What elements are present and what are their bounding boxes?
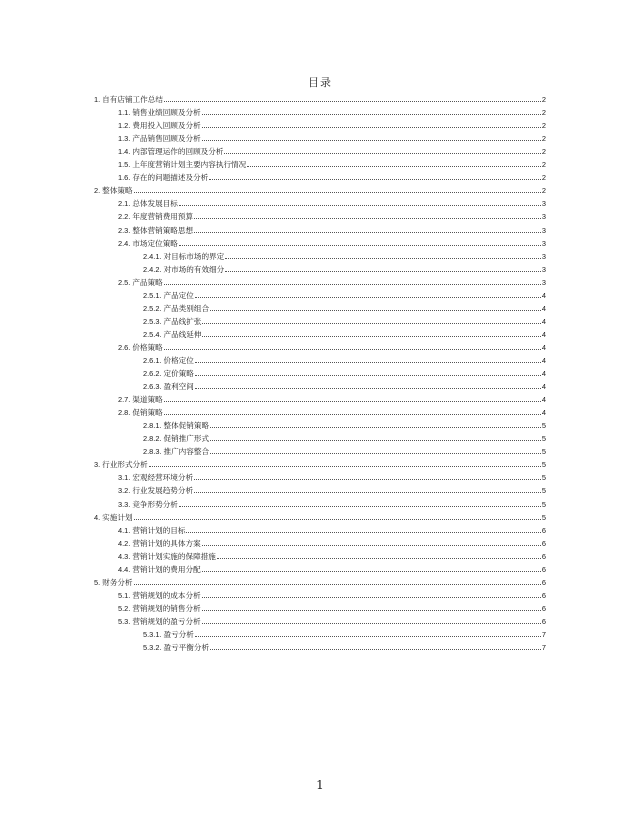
toc-entry[interactable] — [94, 221, 546, 234]
toc-entry-page: 4 — [541, 408, 546, 418]
toc-entry-number: 2.4. — [118, 238, 131, 248]
toc-dot-leader — [179, 204, 541, 206]
toc-entry-number: 2.1. — [118, 199, 131, 209]
toc-entry-page: 4 — [541, 342, 546, 352]
toc-entry[interactable] — [94, 352, 546, 365]
toc-entry[interactable] — [94, 365, 546, 378]
toc-dot-leader — [210, 309, 541, 311]
toc-dot-leader — [202, 609, 541, 611]
toc-entry-number: 4.3. — [118, 551, 131, 561]
toc-entry-number: 5.3.2. — [143, 643, 162, 653]
toc-entry-title: 自有店铺工作总结 — [102, 95, 163, 105]
toc-dot-leader — [202, 126, 541, 128]
toc-dot-leader — [164, 100, 541, 102]
toc-entry-page: 7 — [541, 629, 546, 639]
toc-entry[interactable] — [94, 456, 546, 469]
toc-entry-page: 6 — [541, 538, 546, 548]
toc-entry-page: 5 — [541, 486, 546, 496]
toc-entry-title: 市场定位策略 — [132, 238, 178, 248]
toc-entry-title: 销售业绩回顾及分析 — [132, 108, 201, 118]
toc-entry[interactable] — [94, 182, 546, 195]
toc-entry-number: 1.6. — [118, 173, 131, 183]
toc-entry-title: 产品线扩张 — [163, 316, 202, 326]
toc-entry-number: 2.6.3. — [143, 382, 162, 392]
toc-entry-number: 4.2. — [118, 538, 131, 548]
toc-entry-number: 2.8.2. — [143, 434, 162, 444]
toc-entry-title: 促销推广形式 — [163, 434, 210, 444]
toc-entry-number: 5.3. — [118, 616, 131, 626]
toc-entry[interactable] — [94, 274, 546, 287]
toc-entry-page: 5 — [541, 421, 546, 431]
toc-dot-leader — [195, 361, 541, 363]
toc-entry[interactable] — [94, 91, 546, 104]
table-of-contents — [94, 91, 546, 652]
toc-dot-leader — [225, 270, 541, 272]
toc-dot-leader — [209, 178, 541, 180]
toc-entry[interactable] — [94, 587, 546, 600]
toc-entry[interactable] — [94, 130, 546, 143]
toc-entry-title: 营销规划的盈亏分析 — [132, 616, 201, 626]
toc-entry[interactable] — [94, 574, 546, 587]
toc-entry-number: 5. — [94, 577, 101, 587]
toc-entry-title: 财务分析 — [102, 577, 133, 587]
toc-dot-leader — [202, 596, 541, 598]
toc-dot-leader — [179, 505, 541, 507]
toc-entry[interactable] — [94, 169, 546, 182]
toc-entry-title: 产品定位 — [163, 290, 194, 300]
toc-entry[interactable] — [94, 287, 546, 300]
toc-entry-page: 3 — [541, 199, 546, 209]
toc-dot-leader — [194, 217, 541, 219]
toc-entry[interactable] — [94, 639, 546, 652]
toc-entry-number: 2.5. — [118, 277, 131, 287]
toc-dot-leader — [194, 231, 541, 233]
toc-entry-title: 总体发展目标 — [132, 199, 178, 209]
toc-dot-leader — [164, 400, 541, 402]
toc-entry-number: 1.2. — [118, 121, 131, 131]
toc-entry-title: 价格定位 — [163, 355, 194, 365]
toc-entry-title: 定价策略 — [163, 369, 194, 379]
toc-entry-number: 2.5.4. — [143, 329, 162, 339]
toc-entry-page: 4 — [541, 290, 546, 300]
toc-entry-number: 2.6.1. — [143, 355, 162, 365]
toc-entry[interactable] — [94, 339, 546, 352]
toc-dot-leader — [194, 478, 541, 480]
toc-entry-title: 推广内容整合 — [163, 447, 210, 457]
toc-entry-number: 4.1. — [118, 525, 131, 535]
toc-dot-leader — [194, 491, 541, 493]
toc-entry-number: 3. — [94, 460, 101, 470]
toc-entry-title: 对目标市场的界定 — [163, 251, 225, 261]
toc-entry-number: 3.1. — [118, 473, 131, 483]
toc-entry[interactable] — [94, 235, 546, 248]
toc-entry[interactable] — [94, 482, 546, 495]
toc-entry-page: 6 — [541, 577, 546, 587]
toc-entry-title: 竞争形势分析 — [132, 499, 178, 509]
toc-entry-title: 价格策略 — [132, 342, 163, 352]
toc-entry[interactable] — [94, 443, 546, 456]
toc-entry-title: 整体策略 — [102, 186, 133, 196]
toc-dot-leader — [202, 335, 540, 337]
toc-dot-leader — [186, 531, 540, 533]
toc-dot-leader — [202, 570, 541, 572]
toc-entry-page: 3 — [541, 251, 546, 261]
toc-dot-leader — [224, 152, 540, 154]
toc-entry-title: 年度营销费用预算 — [132, 212, 194, 222]
toc-entry[interactable] — [94, 195, 546, 208]
toc-entry-title: 营销规划的成本分析 — [132, 590, 201, 600]
toc-entry-number: 2. — [94, 186, 101, 196]
toc-dot-leader — [247, 165, 541, 167]
toc-entry-number: 1.3. — [118, 134, 131, 144]
toc-entry[interactable] — [94, 104, 546, 117]
toc-dot-leader — [210, 439, 541, 441]
toc-entry-number: 4.4. — [118, 564, 131, 574]
toc-entry-title: 对市场的有效细分 — [163, 264, 225, 274]
toc-dot-leader — [164, 283, 541, 285]
toc-dot-leader — [217, 557, 541, 559]
toc-entry[interactable] — [94, 156, 546, 169]
toc-entry[interactable] — [94, 430, 546, 443]
toc-dot-leader — [134, 583, 541, 585]
toc-entry-page: 4 — [541, 329, 546, 339]
toc-entry-number: 2.6. — [118, 342, 131, 352]
toc-entry-title: 盈亏分析 — [163, 629, 194, 639]
toc-entry-page: 4 — [541, 316, 546, 326]
toc-entry-title: 促销策略 — [132, 408, 163, 418]
toc-entry-title: 行业发展趋势分析 — [132, 486, 194, 496]
toc-entry-title: 产品销售回顾及分析 — [132, 134, 201, 144]
toc-entry-page: 4 — [541, 395, 546, 405]
toc-entry-title: 营销计划的具体方案 — [132, 538, 201, 548]
toc-entry-number: 2.8. — [118, 408, 131, 418]
toc-entry[interactable] — [94, 548, 546, 561]
toc-entry[interactable] — [94, 261, 546, 274]
toc-entry-number: 2.2. — [118, 212, 131, 222]
toc-entry-page: 2 — [541, 121, 546, 131]
toc-dot-leader — [179, 244, 541, 246]
toc-dot-leader — [195, 387, 541, 389]
toc-entry[interactable] — [94, 313, 546, 326]
toc-entry-page: 5 — [541, 460, 546, 470]
toc-entry[interactable] — [94, 417, 546, 430]
toc-entry-page: 3 — [541, 264, 546, 274]
toc-entry-title: 渠道策略 — [132, 395, 163, 405]
toc-dot-leader — [164, 348, 541, 350]
toc-entry-page: 2 — [541, 160, 546, 170]
toc-entry-page: 6 — [541, 603, 546, 613]
toc-entry-page: 5 — [541, 434, 546, 444]
toc-entry-page: 2 — [541, 186, 546, 196]
toc-entry-number: 2.4.1. — [143, 251, 162, 261]
toc-entry-page: 7 — [541, 643, 546, 653]
toc-entry[interactable] — [94, 535, 546, 548]
toc-dot-leader — [202, 113, 541, 115]
toc-dot-leader — [202, 622, 541, 624]
toc-entry-page: 4 — [541, 369, 546, 379]
toc-entry-number: 2.5.3. — [143, 316, 162, 326]
toc-entry-title: 内部管理运作的回顾及分析 — [132, 147, 224, 157]
toc-dot-leader — [134, 518, 541, 520]
toc-entry-title: 整体促销策略 — [163, 421, 210, 431]
toc-entry-number: 1.5. — [118, 160, 131, 170]
toc-entry-page: 5 — [541, 499, 546, 509]
toc-dot-leader — [149, 465, 541, 467]
toc-dot-leader — [195, 374, 541, 376]
toc-entry-title: 费用投入回顾及分析 — [132, 121, 201, 131]
toc-entry-number: 1.4. — [118, 147, 131, 157]
toc-entry[interactable] — [94, 326, 546, 339]
toc-entry-page: 4 — [541, 355, 546, 365]
toc-entry[interactable] — [94, 378, 546, 391]
toc-entry-title: 营销计划的费用分配 — [132, 564, 201, 574]
toc-entry-number: 2.5.2. — [143, 303, 162, 313]
toc-entry-title: 产品线延伸 — [163, 329, 202, 339]
toc-dot-leader — [202, 322, 540, 324]
toc-dot-leader — [164, 413, 541, 415]
toc-entry-number: 2.5.1. — [143, 290, 162, 300]
toc-entry-title: 上年度营销计划主要内容执行情况 — [132, 160, 247, 170]
toc-entry-title: 产品策略 — [132, 277, 163, 287]
toc-entry-title: 营销计划实施的保障措施 — [132, 551, 216, 561]
toc-dot-leader — [195, 635, 541, 637]
page-number: 1 — [316, 778, 324, 792]
toc-entry-page: 6 — [541, 525, 546, 535]
toc-entry-number: 3.3. — [118, 499, 131, 509]
toc-entry-title: 宏观经营环境分析 — [132, 473, 194, 483]
toc-entry-page: 2 — [541, 134, 546, 144]
toc-entry-title: 盈亏平衡分析 — [163, 643, 210, 653]
toc-entry-title: 营销计划的目标 — [132, 525, 186, 535]
toc-dot-leader — [195, 296, 541, 298]
toc-entry-page: 2 — [541, 147, 546, 157]
toc-entry-page: 4 — [541, 382, 546, 392]
toc-entry-page: 4 — [541, 303, 546, 313]
toc-entry[interactable] — [94, 391, 546, 404]
toc-entry-title: 存在的问题描述及分析 — [132, 173, 209, 183]
toc-entry-number: 2.7. — [118, 395, 131, 405]
toc-entry[interactable] — [94, 404, 546, 417]
toc-title: 目录 — [308, 76, 332, 89]
toc-dot-leader — [210, 648, 541, 650]
toc-entry[interactable] — [94, 613, 546, 626]
toc-entry[interactable] — [94, 469, 546, 482]
toc-entry-number: 1. — [94, 95, 101, 105]
toc-entry-number: 4. — [94, 512, 101, 522]
toc-entry[interactable] — [94, 522, 546, 535]
toc-entry[interactable] — [94, 248, 546, 261]
toc-entry-title: 营销规划的销售分析 — [132, 603, 201, 613]
toc-entry[interactable] — [94, 495, 546, 508]
toc-entry-page: 6 — [541, 590, 546, 600]
toc-entry-title: 实施计划 — [102, 512, 133, 522]
toc-entry[interactable] — [94, 143, 546, 156]
toc-entry-number: 5.1. — [118, 590, 131, 600]
toc-entry[interactable] — [94, 300, 546, 313]
toc-entry-page: 6 — [541, 564, 546, 574]
toc-entry-title: 产品类别组合 — [163, 303, 210, 313]
toc-dot-leader — [202, 139, 541, 141]
toc-dot-leader — [225, 257, 541, 259]
toc-entry-page: 6 — [541, 551, 546, 561]
toc-entry-title: 盈利空间 — [163, 382, 194, 392]
toc-entry[interactable] — [94, 117, 546, 130]
toc-entry-number: 5.3.1. — [143, 629, 162, 639]
toc-dot-leader — [210, 452, 541, 454]
toc-entry-page: 2 — [541, 95, 546, 105]
toc-entry-number: 5.2. — [118, 603, 131, 613]
toc-entry-page: 5 — [541, 473, 546, 483]
toc-entry-page: 5 — [541, 447, 546, 457]
toc-entry-number: 2.4.2. — [143, 264, 162, 274]
toc-entry-page: 3 — [541, 225, 546, 235]
toc-entry-page: 3 — [541, 277, 546, 287]
toc-entry-page: 3 — [541, 238, 546, 248]
toc-entry-page: 6 — [541, 616, 546, 626]
toc-dot-leader — [202, 544, 541, 546]
toc-entry[interactable] — [94, 600, 546, 613]
toc-entry-number: 2.8.3. — [143, 447, 162, 457]
toc-entry[interactable] — [94, 208, 546, 221]
toc-entry-page: 2 — [541, 173, 546, 183]
toc-entry-title: 行业形式分析 — [102, 460, 148, 470]
toc-entry-page: 5 — [541, 512, 546, 522]
toc-entry-page: 3 — [541, 212, 546, 222]
toc-dot-leader — [210, 426, 541, 428]
toc-entry[interactable] — [94, 561, 546, 574]
toc-entry-page: 2 — [541, 108, 546, 118]
toc-entry-title: 整体营销策略思想 — [132, 225, 194, 235]
toc-entry-number: 2.6.2. — [143, 369, 162, 379]
toc-entry-number: 2.8.1. — [143, 421, 162, 431]
toc-entry[interactable] — [94, 626, 546, 639]
toc-entry-number: 2.3. — [118, 225, 131, 235]
toc-entry[interactable] — [94, 509, 546, 522]
toc-entry-number: 1.1. — [118, 108, 131, 118]
toc-entry-number: 3.2. — [118, 486, 131, 496]
toc-dot-leader — [134, 191, 541, 193]
